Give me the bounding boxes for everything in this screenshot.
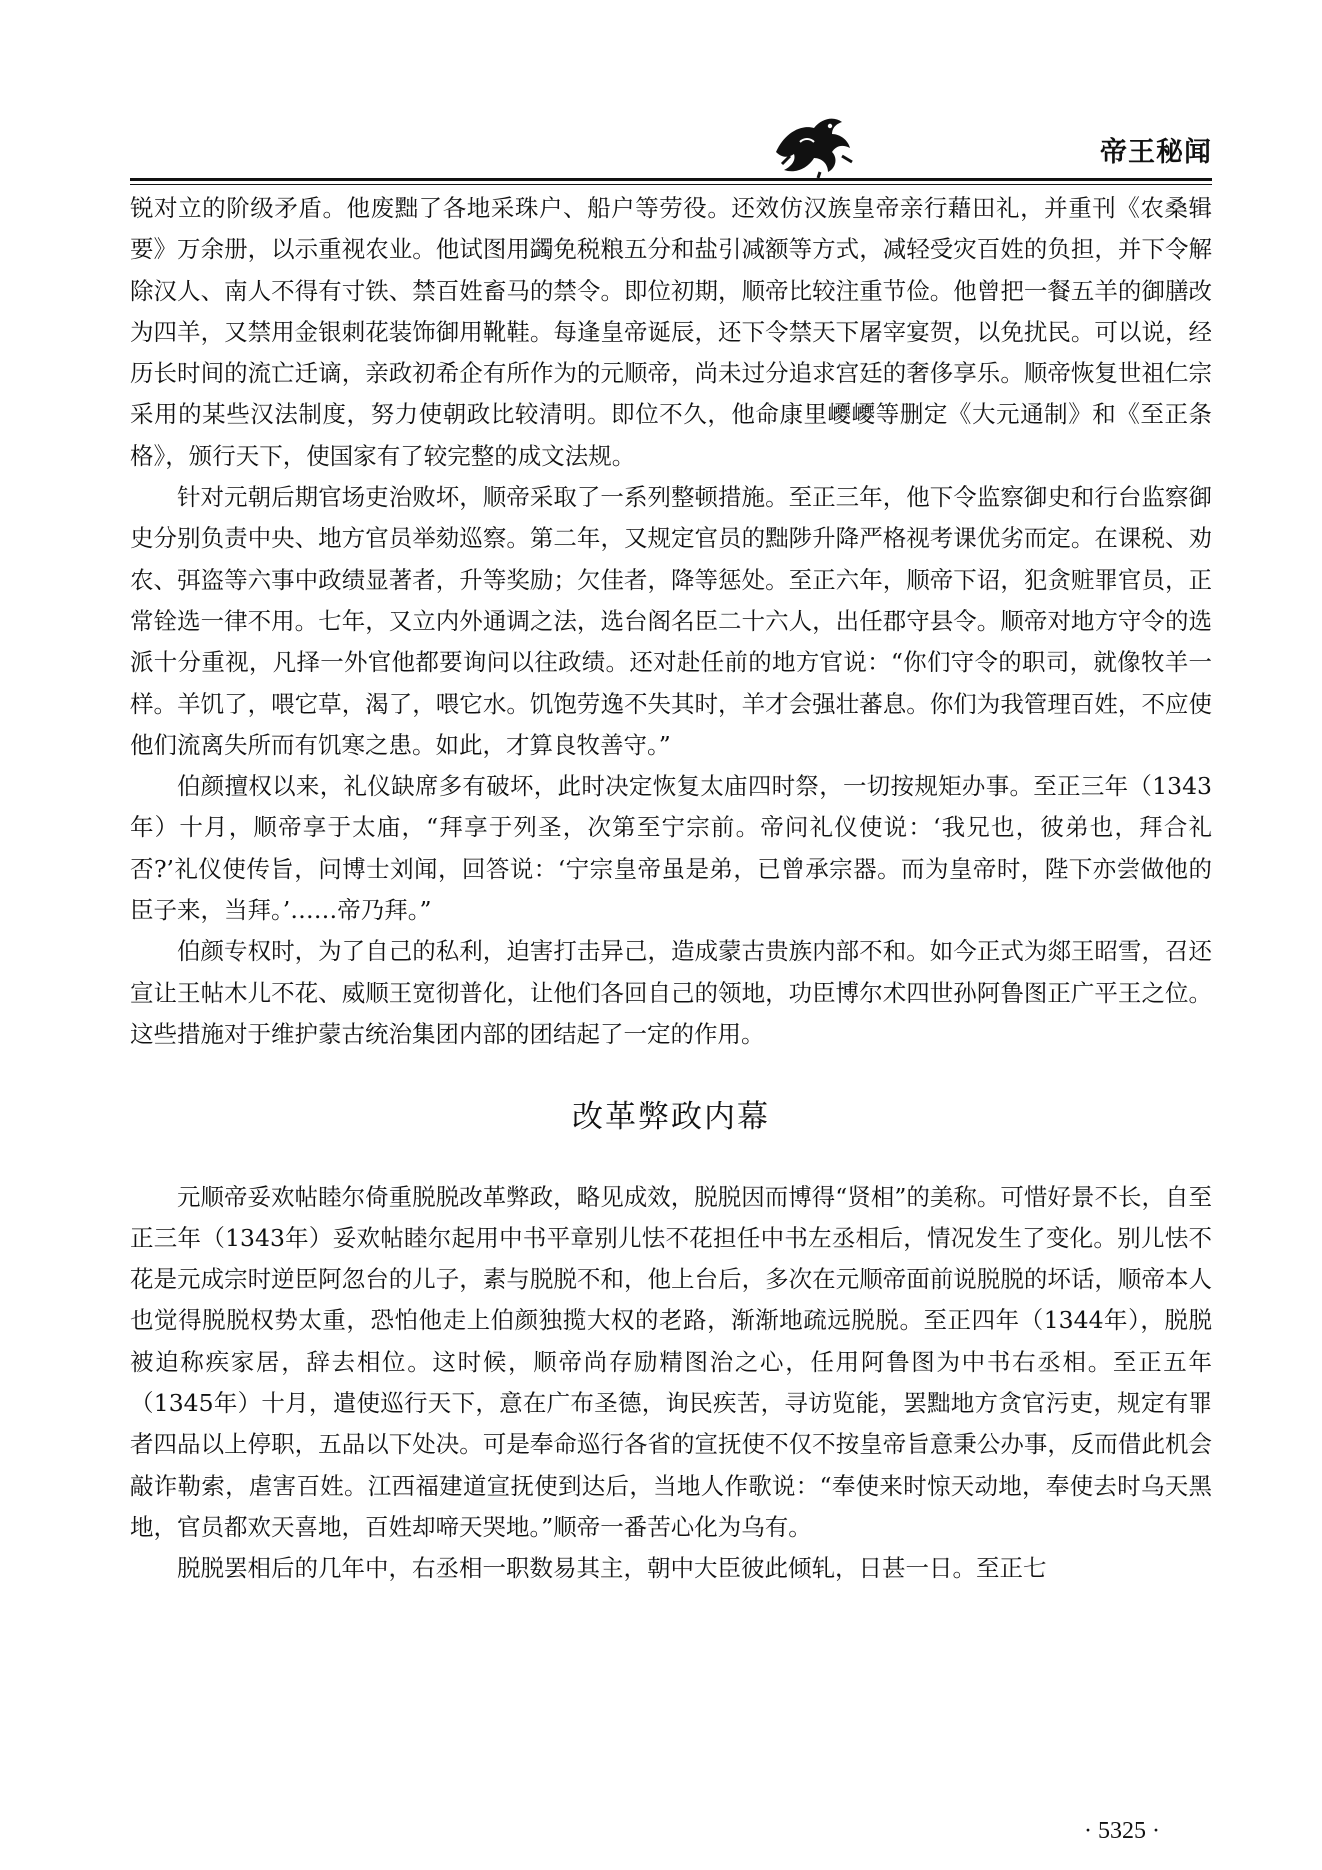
paragraph: 针对元朝后期官场吏治败坏，顺帝采取了一系列整顿措施。至正三年，他下令监察御史和行台监察御史分别负责中央、地方官员举劾巡察。第二年，又规定官员的黜陟升降严格视考课优劣而定。在课税、劝农、弭盗等六事中政绩显著者，升等奖励；欠佳者，降等惩处。至正六年，顺帝下诏，犯贪赃罪官员，正常铨选一律不用。七年，又立内外通调之法，选台阁名臣二十六人，出任郡守县令。顺帝对地方守令的选派十分重视，凡择一外官他都要询问以往政绩。还对赴任前的地方官说：“你们守令的职司，就像牧羊一样。羊饥了，喂它草，渴了，喂它水。饥饱劳逸不失其时，羊才会强壮蕃息。你们为我管理百姓，不应使他们流离失所而有饥寒之患。如此，才算良牧善守。” — [130, 483, 1212, 759]
section-title: 改革弊政内幕 — [572, 1099, 770, 1136]
header-rule-thin — [130, 184, 1212, 185]
paragraph: 元顺帝妥欢帖睦尔倚重脱脱改革弊政，略见成效，脱脱因而博得“贤相”的美称。可惜好景不长，自至正三年（1343年）妥欢帖睦尔起用中书平章别儿怯不花担任中书左丞相后，情况发生了变化。别儿怯不花是元成宗时逆臣阿忽台的儿子，素与脱脱不和，他上台后，多次在元顺帝面前说脱脱的坏话，顺帝本人也觉得脱脱权势太重，恐怕他走上伯颜独揽大权的老路，渐渐地疏远脱脱。至正四年（1344年），脱脱被迫称疾家居，辞去相位。这时候，顺帝尚存励精图治之心，任用阿鲁图为中书右丞相。至正五年（1345年）十月，遣使巡行天下，意在广布圣德，询民疾苦，寻访览能，罢黜地方贪官污吏，规定有罪者四品以上停职，五品以下处决。可是奉命巡行各省的宣抚使不仅不按皇帝旨意秉公办事，反而借此机会敲诈勒索，虐害百姓。江西福建道宣抚使到达后，当地人作歌说：“奉使来时惊天动地，奉使去时乌天黑地，官员都欢天喜地，百姓却啼天哭地。”顺帝一番苦心化为乌有。 — [130, 1182, 1212, 1541]
paragraph: 伯颜擅权以来，礼仪缺席多有破坏，此时决定恢复太庙四时祭，一切按规矩办事。至正三年（1343年）十月，顺帝享于太庙，“拜享于列圣，次第至宁宗前。帝问礼仪使说：‘我兄也，彼弟也，拜合礼否?’礼仪使传旨，问博士刘闻，回答说：‘宁宗皇帝虽是弟，已曾承宗器。而为皇帝时，陛下亦尝做他的臣子来，当拜。’……帝乃拜。” — [130, 772, 1212, 925]
header-title: 帝王秘闻 — [1100, 137, 1212, 168]
header-rule — [130, 178, 1212, 181]
page-body — [130, 188, 1212, 1590]
paragraph: 伯颜专权时，为了自己的私利，迫害打击异己，造成蒙古贵族内部不和。如今正式为郯王昭雪，召还宣让王帖木儿不花、威顺王宽彻普化，让他们各回自己的领地，功臣博尔术四世孙阿鲁图正广平王之位。这些措施对于维护蒙古统治集团内部的团结起了一定的作用。 — [130, 937, 1212, 1048]
paragraph: 锐对立的阶级矛盾。他废黜了各地采珠户、船户等劳役。还效仿汉族皇帝亲行藉田礼，并重刊《农桑辑要》万余册，以示重视农业。他试图用蠲免税粮五分和盐引减额等方式，减轻受灾百姓的负担，并下令解除汉人、南人不得有寸铁、禁百姓畜马的禁令。即位初期，顺帝比较注重节俭。他曾把一餐五羊的御膳改为四羊，又禁用金银刺花装饰御用靴鞋。每逢皇帝诞辰，还下令禁天下屠宰宴贺，以免扰民。可以说，经历长时间的流亡迁谪，亲政初希企有所作为的元顺帝，尚未过分追求宫廷的奢侈享乐。顺帝恢复世祖仁宗采用的某些汉法制度，努力使朝政比较清明。即位不久，他命康里巎巎等删定《大元通制》和《至正条格》，颁行天下，使国家有了较完整的成文法规。 — [130, 194, 1212, 470]
page-number: · 5325 · — [1084, 1818, 1160, 1844]
paragraph: 脱脱罢相后的几年中，右丞相一职数易其主，朝中大臣彼此倾轧，日甚一日。至正七 — [177, 1554, 1047, 1583]
page-header — [130, 108, 1212, 186]
dragon-emblem-icon — [770, 112, 858, 178]
